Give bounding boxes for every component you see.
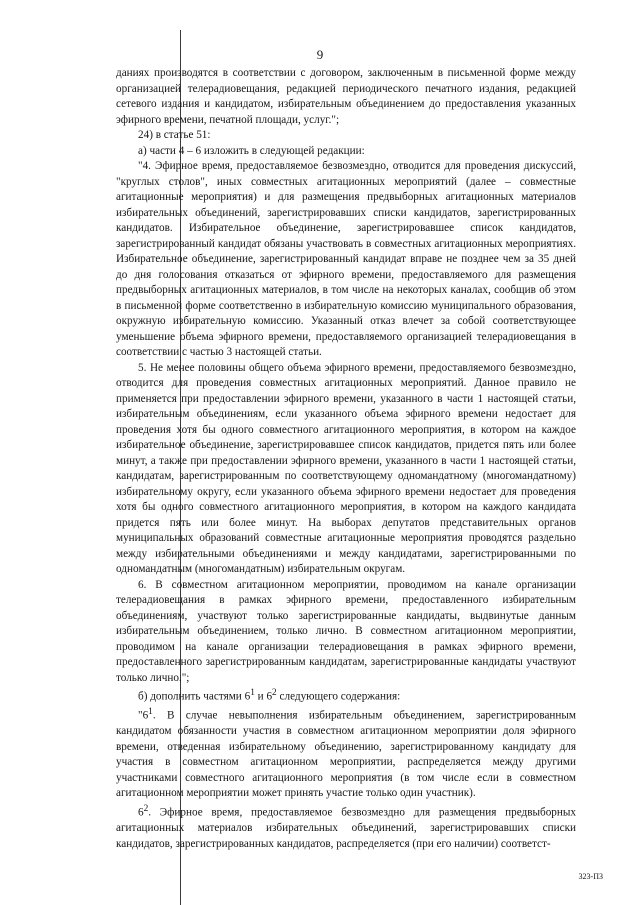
paragraph: "$6^1$. В случае невыполнения избирательным объединением, зарегистрированным кандидатом обязанности участия в совместном агитационном мероприятии доля эфирного времени, отведенная избирательному объединению, зарегистрированному кандидату для участия в совместном агитационном мероприятии, распределяется между другими участниками совместного агитационного мероприятия (в том числе если в совместном агитационном мероприятии может принять участие только один участник). [116,707,576,800]
paragraph: "4. Эфирное время, предоставляемое безвозмездно, отводится для проведения дискуссий, "круглых столов", иных совместных агитационных мероприятий (далее – совместные агитационные мероприятия) и для размещения предвыборных агитационных материалов избирательных объединений, зарегистрировавших списки кандидатов, зарегистрированных кандидатов. Избирательное объединение, зарегистрировавшее список кандидатов, зарегистрированный кандидат обязаны участвовать в совместных агитационных мероприятиях. Избирательное объединение, зарегистрированный кандидат вправе не позднее чем за 35 дней до дня голосования отказаться от эфирного времени, предоставляемого для размещения предвыборных агитационных материалов, в том числе на некоторых каналах, сообщив об этом в письменной форме соответственно в избирательную комиссию муниципального образования, окружную избирательную комиссию. Указанный отказ влечет за собой соответствующее уменьшение объема эфирного времени, предоставляемого организацией телерадиовещания в соответствии с частью 3 настоящей статьи. [116,160,576,358]
paragraph: $6^2$. Эфирное время, предоставляемое безвозмездно для размещения предвыборных агитационных материалов избирательных объединений, зарегистрировавших списки кандидатов, зарегистрированных кандидатов, распределяется (при его наличии) соответст- [116,803,576,850]
paragraph: 24) в статье 51: [138,129,211,141]
paragraph: 5. Не менее половины общего объема эфирного времени, предоставляемого безвозмездно, отводится для проведения совместных агитационных мероприятий. Данное правило не применяется при предоставлении эфирного времени, указанного в части 1 настоящей статьи, избирательным объединениям, если указанного объема эфирного времени недостает для проведения хотя бы одного совместного агитационного мероприятия, в котором на каждое избирательное объединение, зарегистрировавшее список кандидатов, придется пять или более минут, а также при предоставлении эфирного времени, указанного в части 1 настоящей статьи, кандидатам, зарегистрированным по соответствующему одномандатному (многомандатному) избирательному округу, если указанного объема эфирного времени недостает для проведения хотя бы одного совместного агитационного мероприятия, в котором на каждого кандидата придется пять или более минут. На выборах депутатов представительных органов муниципальных образований совместные агитационные мероприятия проводятся раздельно между избирательными объединениями и между кандидатами, зарегистрированными по одномандатным (многомандатным) избирательным округам. [116,361,576,575]
paragraph: б) дополнить частями $6^1$ и $6^2$ следующего содержания: [138,688,401,703]
paragraph: а) части 4 – 6 изложить в следующей редакции: [138,144,365,157]
document-code: 323-ПЗ [578,872,603,881]
page-number: 9 [316,47,324,62]
document-body [116,66,576,852]
paragraph: даниях производятся в соответствии с договором, заключенным в письменной форме между организацией телерадиовещания, редакцией периодического печатного издания, редакцией сетевого издания и кандидатом, избирательным объединением до предоставления указанных эфирного времени, печатной площади, услуг."; [116,67,576,126]
paragraph: 6. В совместном агитационном мероприятии, проводимом на канале организации телерадиовещания в рамках эфирного времени, предоставленного избирательным объединениям, участвуют только зарегистрированные кандидаты, выдвинутые данным избирательным объединением, только лично. В совместном агитационном мероприятии, проводимом на канале организации телерадиовещания в рамках эфирного времени, предоставленного зарегистрированным кандидатам, зарегистрированные кандидаты участвуют только лично."; [116,578,576,684]
